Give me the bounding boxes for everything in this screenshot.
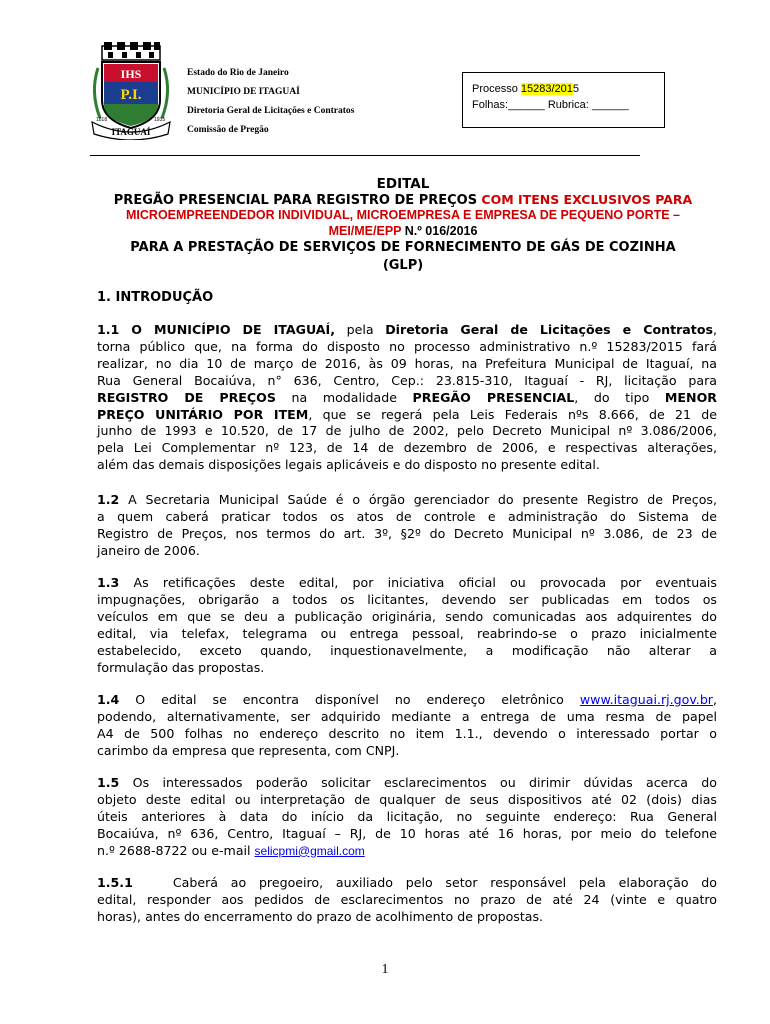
paragraph-1-4: 1.4 O edital se encontra disponível no endereço eletrônico www.itaguai.rj.gov.br, podendo, alternativamente, ser adquirido mediante a entrega de uma resma de papel A4 de 500 folhas no endereço descrito no item 1.1., devendo o interessado portar o carimbo da empresa que representa, com CNPJ. bbox=[97, 692, 717, 758]
title-pregao: PREGÃO PRESENCIAL PARA REGISTRO DE PREÇOS COM ITENS EXCLUSIVOS PARA bbox=[113, 192, 693, 208]
svg-text:1818: 1818 bbox=[96, 117, 108, 123]
process-number-highlight: 15283/201 bbox=[520, 83, 573, 95]
municipality-name: MUNICÍPIO DE ITAGUAÍ bbox=[187, 87, 300, 97]
svg-text:1935: 1935 bbox=[154, 117, 166, 123]
svg-text:IHS: IHS bbox=[120, 67, 142, 81]
email-link[interactable]: selicpmi@gmail.com bbox=[254, 843, 365, 858]
paragraph-1-2: 1.2 A Secretaria Municipal Saúde é o órgão gerenciador do presente Registro de Preços, a quem caberá praticar todos os atos de controle e administração do Sistema de Registro de Preços, nos termos do art. 3º, §2º do Decreto Municipal nº 3.086, de 23 de janeiro de 2006. bbox=[97, 492, 717, 558]
title-exclusive: MICROEMPREENDEDOR INDIVIDUAL, MICROEMPRESA E EMPRESA DE PEQUENO PORTE – bbox=[126, 208, 680, 222]
process-box bbox=[462, 72, 665, 128]
svg-text:P.I.: P.I. bbox=[120, 87, 142, 103]
website-link[interactable]: www.itaguai.rj.gov.br bbox=[579, 692, 713, 707]
process-number: Processo 15283/2015 bbox=[472, 83, 580, 95]
state-name: Estado do Rio de Janeiro bbox=[187, 68, 289, 78]
department-name: Diretoria Geral de Licitações e Contratos bbox=[187, 106, 355, 116]
paragraph-1-5-1: 1.5.1 Caberá ao pregoeiro, auxiliado pelo setor responsável pela elaboração do edital, responder aos pedidos de esclarecimentos no prazo de até 24 (vinte e quatro horas), antes do encerramento do prazo de acolhimento de propostas. bbox=[97, 875, 717, 924]
folhas-rubrica: Folhas:______ Rubrica: ______ bbox=[472, 99, 629, 111]
paragraph-1-1: 1.1 O MUNICÍPIO DE ITAGUAÍ, pela Diretoria Geral de Licitações e Contratos, torna público que, na forma do disposto no processo administrativo n.º 15283/2015 fará realizar, no dia 10 de março de 2016, às 09 horas, na Prefeitura Municipal de Itaguaí, na Rua General Bocaiúva, n° 636, Centro, Cep.: 23.815-310, Itaguaí - RJ, licitação para REGISTRO DE PREÇOS na modalidade PREGÃO PRESENCIAL, do tipo MENOR PREÇO UNITÁRIO POR ITEM, que se regerá pela Leis Federais nºs 8.666, de 21 de junho de 1993 e 10.520, de 17 de julho de 2002, pelo Decreto Municipal nº 3.086/2006, pela Lei Complementar nº 123, de 14 de dezembro de 2006, e respectivas alterações, além das demais disposições legais aplicáveis e do disposto no presente edital. bbox=[97, 322, 718, 473]
section-heading: 1. INTRODUÇÃO bbox=[97, 290, 214, 305]
header-text bbox=[187, 64, 354, 140]
svg-text:ITAGUAÍ: ITAGUAÍ bbox=[111, 127, 151, 137]
title-edital: EDITAL bbox=[376, 176, 430, 192]
paragraph-1-5: 1.5 Os interessados poderão solicitar esclarecimentos ou dirimir dúvidas acerca do objeto deste edital ou interpretação de qualquer de seus dispositivos até 02 (dois) dias úteis anteriores à data do início da licitação, no seguinte endereço: Rua General Bocaiúva, nº 636, Centro, Itaguaí – RJ, de 10 horas até 16 horas, por meio do telefone n.º 2688-8722 ou e-mail selicpmi@gmail.com bbox=[97, 775, 717, 858]
paragraph-1-3: 1.3 As retificações deste edital, por iniciativa oficial ou provocada por eventuais impugnações, obrigarão a todos os licitantes, devendo ser publicadas em todos os veículos em que se deu a publicação originária, sendo comunicadas aos adquirentes do edital, via telefax, telegrama ou entrega pessoal, reabrindo-se o prazo inicialmente estabelecido, exceto quando, inquestionavelmente, a modificação não alterar a formulação das propostas. bbox=[97, 575, 717, 675]
commission-name: Comissão de Pregão bbox=[187, 125, 269, 135]
municipal-crest-logo bbox=[88, 42, 174, 140]
title-number: MEI/ME/EPP N.º 016/2016 bbox=[328, 224, 478, 238]
page-number: 1 bbox=[381, 962, 389, 977]
title-object-glp: (GLP) bbox=[382, 258, 424, 273]
title-object: PARA A PRESTAÇÃO DE SERVIÇOS DE FORNECIMENTO DE GÁS DE COZINHA bbox=[130, 240, 676, 255]
header-divider bbox=[90, 155, 640, 156]
